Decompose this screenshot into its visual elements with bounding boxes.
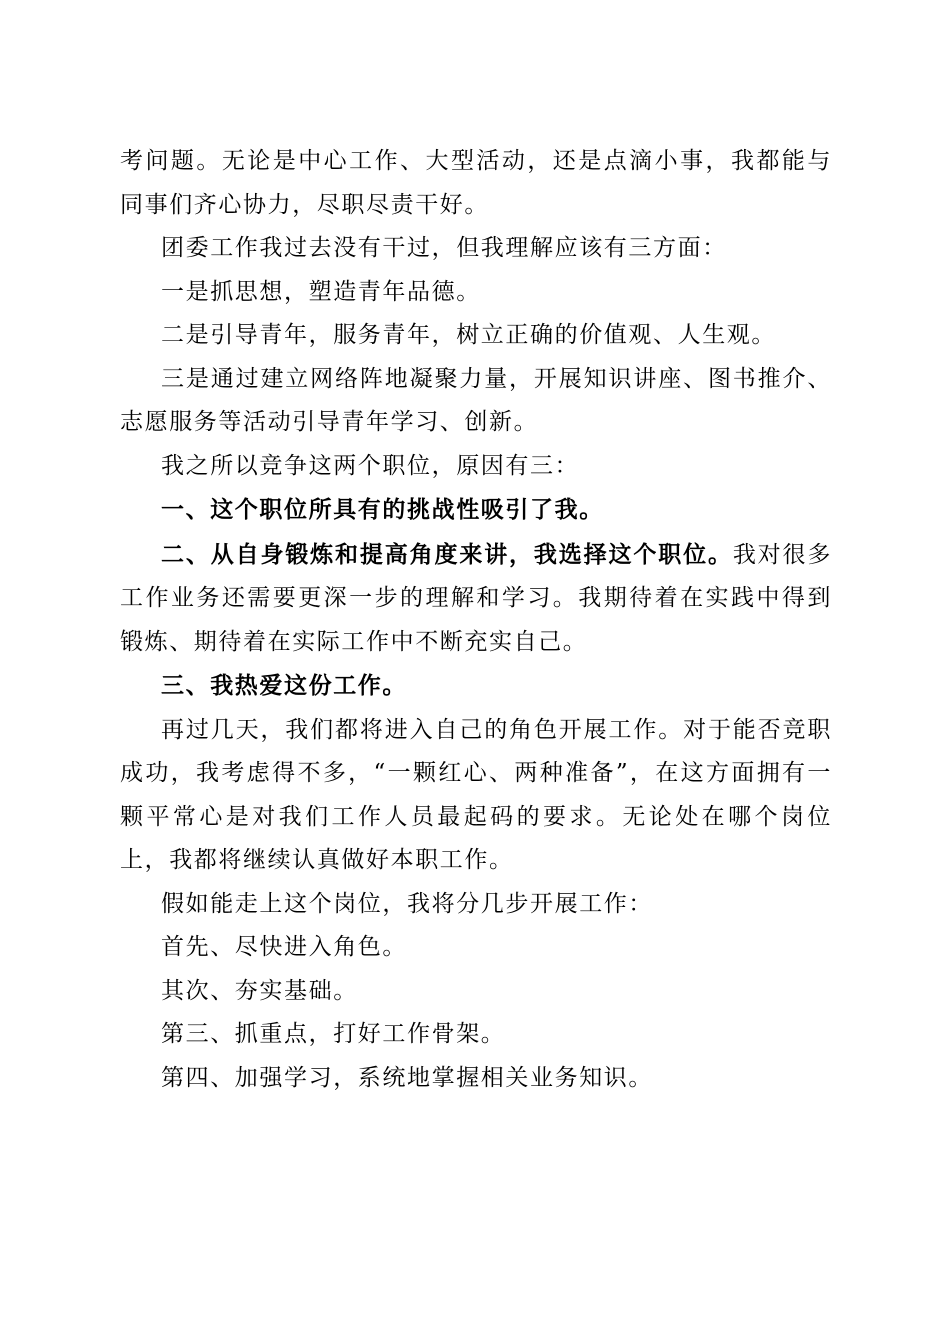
paragraph-point-two: 二是引导青年，服务青年，树立正确的价值观、人生观。 xyxy=(161,322,776,348)
paragraph-plan-intro: 假如能走上这个岗位，我将分几步开展工作： xyxy=(161,890,653,917)
reason-two-heading: 二、从自身锻炼和提高角度来讲，我选择这个职位。 xyxy=(161,540,733,568)
paragraph-plan-step-one: 首先、尽快进入角色。 xyxy=(161,934,407,960)
paragraph-continuation: 考问题。无论是中心工作、大型活动，还是点滴小事，我都能与同事们齐心协力，尽职尽责干好。 xyxy=(120,148,832,218)
paragraph-attitude: 再过几天，我们都将进入自己的角色开展工作。对于能否竞职成功，我考虑得不多，“一颗红心、两种准备”，在这方面拥有一颗平常心是对我们工作人员最起码的要求。无论处在哪个岗位上，我都将继续认真做好本职工作。 xyxy=(120,716,832,873)
paragraph-point-one: 一是抓思想，塑造青年品德。 xyxy=(161,278,481,305)
paragraph-reasons-intro: 我之所以竞争这两个职位，原因有三： xyxy=(161,452,580,479)
paragraph-reason-three xyxy=(120,664,832,709)
paragraph-reason-two xyxy=(120,533,832,665)
reason-three-heading: 三、我热爱这份工作。 xyxy=(161,672,407,699)
reason-two-body: 我对很多工作业务还需要更深一步的理解和学习。我期待着在实践中得到锻炼、期待着在实际工作中不断充实自己。 xyxy=(120,541,832,655)
document-body xyxy=(120,140,832,1100)
reason-one-heading: 一、这个职位所具有的挑战性吸引了我。 xyxy=(161,496,604,523)
paragraph-plan-step-three: 第三、抓重点，打好工作骨架。 xyxy=(161,1021,506,1047)
paragraph-plan-step-two: 其次、夯实基础。 xyxy=(161,977,358,1004)
paragraph-youth-league-intro: 团委工作我过去没有干过，但我理解应该有三方面： xyxy=(161,235,727,261)
paragraph-point-three: 三是通过建立网络阵地凝聚力量，开展知识讲座、图书推介、志愿服务等活动引导青年学习、创新。 xyxy=(120,365,832,435)
paragraph-plan-step-four: 第四、加强学习，系统地掌握相关业务知识。 xyxy=(161,1064,653,1091)
paragraph-reason-one xyxy=(120,488,832,533)
